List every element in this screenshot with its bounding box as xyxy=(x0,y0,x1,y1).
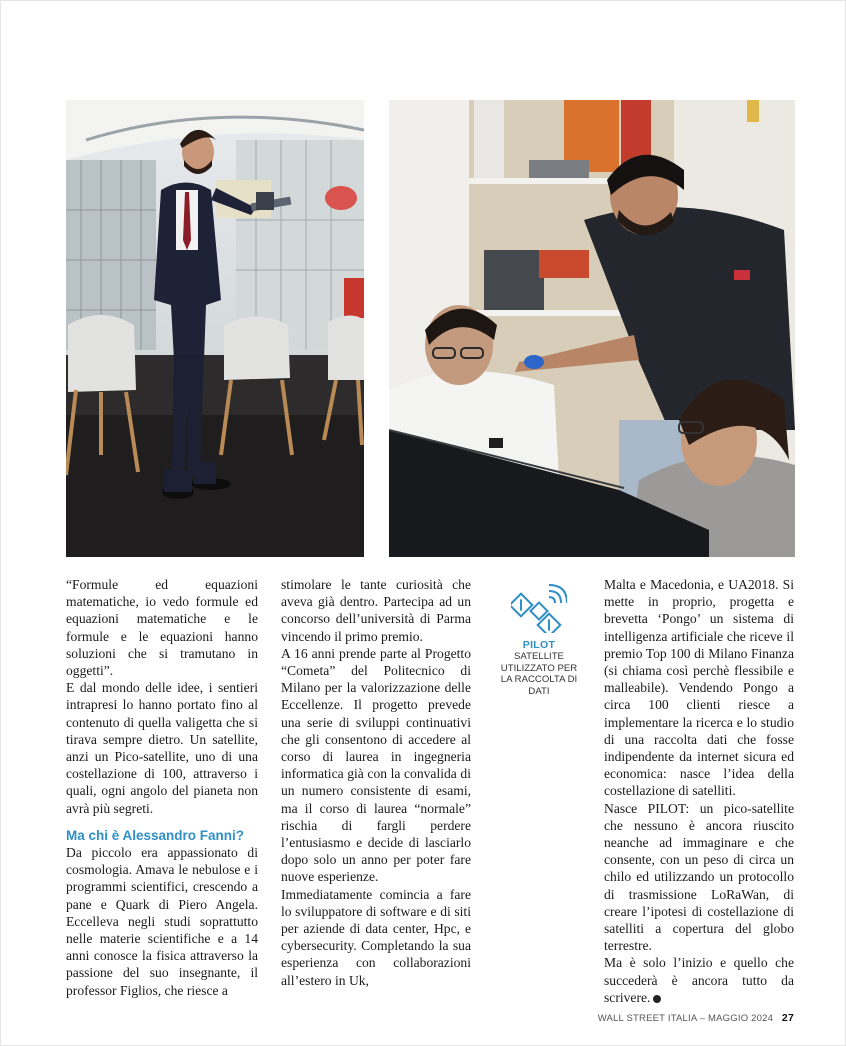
article-column-3 xyxy=(604,576,794,1006)
paragraph: Immediatamente comincia a fare lo sviluppatore di software e di siti per aziende di data center, Hpc, e cybersecurity. Completando la sua esperienza con collaborazioni all’estero in Uk, xyxy=(281,886,471,988)
photo-team-illustration xyxy=(389,100,795,557)
page-footer xyxy=(598,1012,794,1024)
paragraph-last xyxy=(604,954,794,1006)
paragraph: stimolare le tante curiosità che aveva già dentro. Partecipa ad un concorso dell’università di Parma vincendo il primo premio. xyxy=(281,577,471,644)
sidebar-caption xyxy=(497,583,581,697)
page-number: 27 xyxy=(781,1012,794,1024)
paragraph: A 16 anni prende parte al Progetto “Cometa” del Politecnico di Milano per la valorizzazione delle Eccellenze. Il progetto prevede una serie di sviluppi continuativi che gli consentono di accedere al corso di laurea in ingegneria informatica già con la convalida di un numero consistente di esami, ma il corso di laurea “normale” rischia di fargli perdere l’entusiasmo e decide di lasciarlo dopo solo un anno per poter fare nuove esperienze. xyxy=(281,645,471,885)
paragraph: Malta e Macedonia, e UA2018. Si mette in proprio, progetta e brevetta ‘Pongo’ un sistema di intelligenza artificiale che riceve il premio Top 100 di Milano Finanza (si chiama così perchè flessibile e malleabile). Vendendo Pongo a circa 100 clienti riesce a implementare la ricerca e lo studio di una raccolta dati che fosse indipendente da internet sicura ed economica: nasce l’idea della costellazione di satelliti. xyxy=(604,577,794,799)
sidebar-title: PILOT xyxy=(522,639,556,651)
end-of-article-icon xyxy=(653,995,661,1003)
paragraph: E dal mondo delle idee, i sentieri intrapresi lo hanno portato fino al contenuto di quella valigetta che si tirava sempre dietro. Un satellite, anzi un Pico-satellite, uno di una costellazione di 100, attraverso i quali, ogni angolo del pianeta non avrà più segreti. xyxy=(66,680,258,816)
section-subheading: Ma chi è Alessandro Fanni? xyxy=(66,827,245,843)
paragraph: “Formule ed equazioni matematiche, io vedo formule ed equazioni matematiche e le formule e le equazioni hanno soluzioni che si tramutano in oggetti”. xyxy=(66,577,258,679)
paragraph: Da piccolo era appassionato di cosmologia. Amava le nebulose e i programmi scientifici, crescendo a pane e Quark di Piero Angela. Eccelleva negli studi soprattutto nelle materie scientifiche e a 14 anni conosce la fisica attraverso la passione del suo insegnante, il professor Figlios, che riesce a xyxy=(66,845,258,998)
photo-speaker-illustration xyxy=(66,100,364,557)
photo-speaker xyxy=(66,100,364,557)
article-column-2 xyxy=(281,576,471,989)
photo-team xyxy=(389,100,795,557)
satellite-icon xyxy=(511,583,567,633)
article-column-1 xyxy=(66,576,258,999)
sidebar-text: SATELLITE UTILIZZATO PER LA RACCOLTA DI DATI xyxy=(500,651,578,697)
publication-name: WALL STREET ITALIA – MAGGIO 2024 xyxy=(597,1013,774,1024)
paragraph: Nasce PILOT: un pico-satellite che nessuno è ancora riuscito neanche ad immaginare e che consente, con un peso di circa un chilo ed utilizzando un protocollo di trasmissione LoRaWan, di creare l’ipotesi di costellazione di satelliti a copertura del globo terrestre. xyxy=(604,800,794,954)
last-paragraph-text: Ma è solo l’inizio e quello che succederà è ancora tutto da scrivere. xyxy=(604,955,794,1005)
